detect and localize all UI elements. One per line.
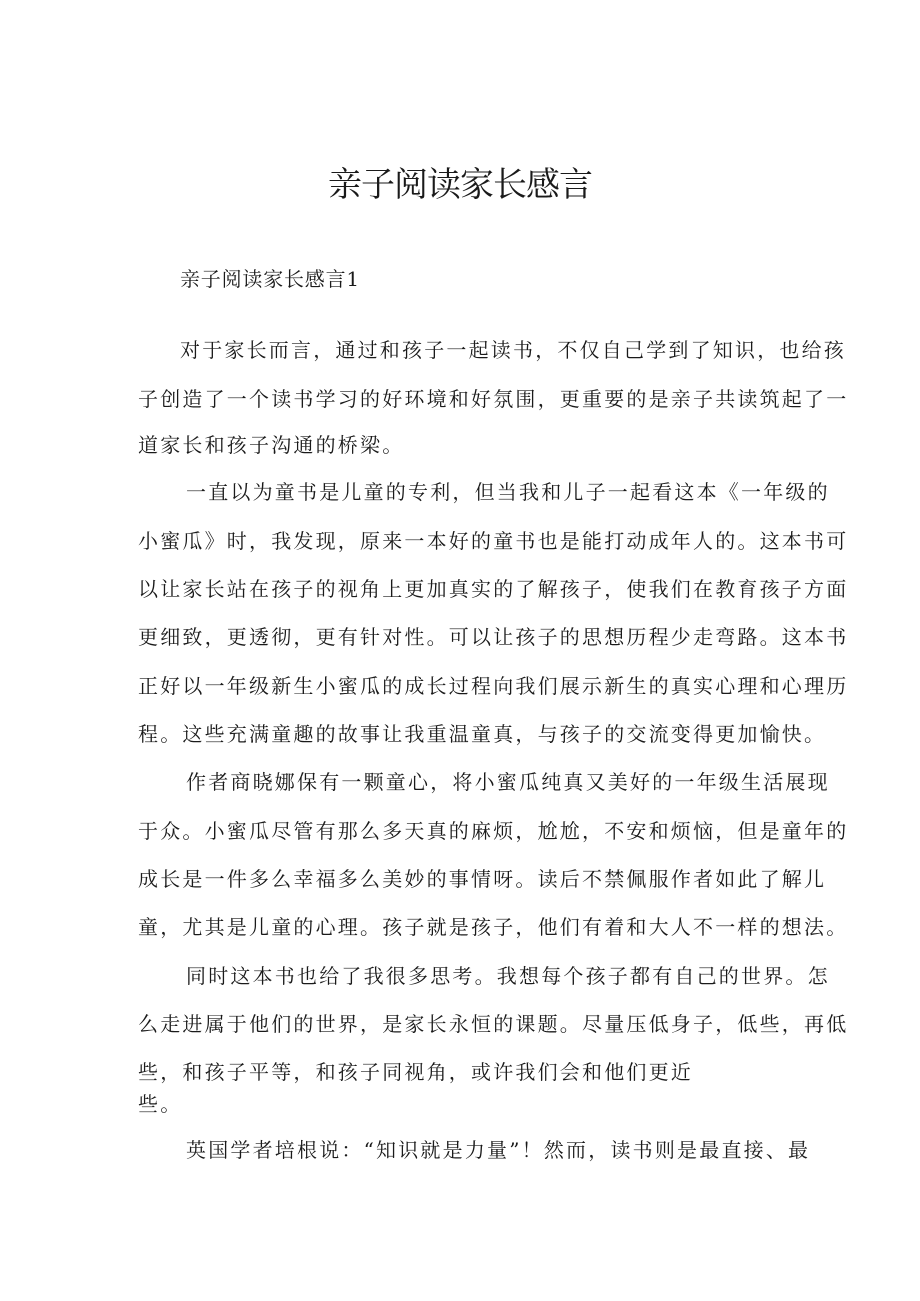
paragraph-line: 同时这本书也给了我很多思考。我想每个孩子都有自己的世界。怎 (186, 964, 830, 988)
paragraph-line: 作者商晓娜保有一颗童心，将小蜜瓜纯真又美好的一年级生活展现 (186, 770, 830, 794)
paragraph-line: 程。这些充满童趣的故事让我重温童真，与孩子的交流变得更加愉快。 (138, 722, 827, 746)
paragraph-line: 一直以为童书是儿童的专利，但当我和儿子一起看这本《一年级的 (186, 480, 830, 504)
document-title: 亲子阅读家长感言 (328, 165, 592, 205)
paragraph-line: 道家长和孩子沟通的桥梁。 (138, 433, 405, 457)
paragraph-line: 英国学者培根说：“知识就是力量”！然而，读书则是最直接、最 (186, 1138, 811, 1162)
paragraph-line: 些。 (138, 1092, 183, 1116)
paragraph-line: 以让家长站在孩子的视角上更加真实的了解孩子，使我们在教育孩子方面 (138, 577, 849, 601)
paragraph-line: 么走进属于他们的世界，是家长永恒的课题。尽量压低身子，低些，再低 (138, 1012, 849, 1036)
paragraph-line: 于众。小蜜瓜尽管有那么多天真的麻烦，尬尬，不安和烦恼，但是童年的 (138, 819, 849, 843)
paragraph-line: 子创造了一个读书学习的好环境和好氛围，更重要的是亲子共读筑起了一 (138, 387, 849, 411)
section-subtitle: 亲子阅读家长感言1 (180, 267, 360, 291)
paragraph-line: 更细致，更透彻，更有针对性。可以让孩子的思想历程少走弯路。这本书 (138, 625, 849, 649)
paragraph-line: 成长是一件多么幸福多么美妙的事情呀。读后不禁佩服作者如此了解儿 (138, 867, 827, 891)
paragraph-line: 童，尤其是儿童的心理。孩子就是孩子，他们有着和大人不一样的想法。 (138, 915, 849, 939)
paragraph-line: 正好以一年级新生小蜜瓜的成长过程向我们展示新生的真实心理和心理历 (138, 674, 849, 698)
paragraph-line: 小蜜瓜》时，我发现，原来一本好的童书也是能打动成年人的。这本书可 (138, 529, 849, 553)
paragraph-line: 对于家长而言，通过和孩子一起读书，不仅自己学到了知识，也给孩 (180, 338, 846, 362)
paragraph-line: 些，和孩子平等，和孩子同视角，或许我们会和他们更近 (138, 1060, 693, 1084)
